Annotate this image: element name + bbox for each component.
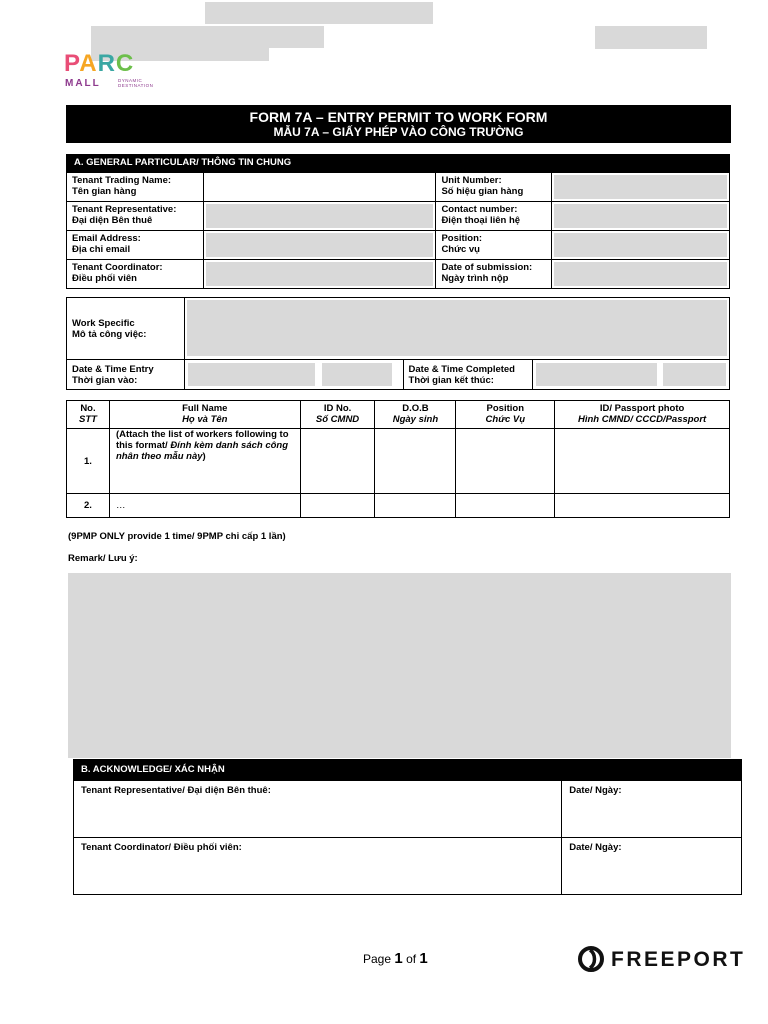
section-b-header: B. ACKNOWLEDGE/ XÁC NHẬN: [74, 760, 742, 781]
freeport-logo: [577, 944, 746, 974]
remark-field[interactable]: [68, 573, 731, 758]
col-header-dob: D.O.B Ngày sinh: [375, 401, 456, 429]
brand-name: FREEPORT: [611, 948, 746, 971]
contact-number-field[interactable]: [552, 202, 730, 231]
completed-time-field[interactable]: [660, 360, 730, 390]
tenant-representative-date-field[interactable]: Date/ Ngày:: [562, 781, 742, 838]
work-specific-table: [66, 297, 730, 390]
col-header-photo: ID/ Passport photo Hình CMND/ CCCD/Passport: [555, 401, 730, 429]
col-header-id-no: ID No. Số CMND: [300, 401, 375, 429]
freeport-mark-icon: [577, 944, 607, 974]
worker-name-cell[interactable]: …: [109, 494, 300, 518]
worker-id-cell[interactable]: [300, 494, 375, 518]
form-title-bar: [66, 105, 731, 143]
date-of-submission-label: Date of submission: Ngày trình nộp: [436, 260, 552, 289]
row-number: 1.: [67, 429, 110, 494]
acknowledge-table: [73, 759, 742, 895]
position-label: Position: Chức vụ: [436, 231, 552, 260]
worker-dob-cell[interactable]: [375, 429, 456, 494]
parc-mall-logo: [64, 52, 164, 92]
redacted-block: [205, 2, 433, 24]
tenant-trading-name-field[interactable]: [203, 173, 436, 202]
tenant-coordinator-field[interactable]: [203, 260, 436, 289]
entry-time-field[interactable]: [318, 360, 403, 390]
workers-table: [66, 400, 730, 518]
tenant-coordinator-label: Tenant Coordinator: Điều phối viên: [67, 260, 204, 289]
tenant-coordinator-sign-field[interactable]: Tenant Coordinator/ Điều phối viên:: [74, 838, 562, 895]
col-header-full-name: Full Name Họ và Tên: [109, 401, 300, 429]
date-of-submission-field[interactable]: [552, 260, 730, 289]
worker-position-cell[interactable]: [456, 494, 555, 518]
position-field[interactable]: [552, 231, 730, 260]
logo-wordmark: PARC: [64, 50, 135, 77]
ppe-note: (9PMP ONLY provide 1 time/ 9PMP chỉ cấp 1 lần): [68, 531, 286, 542]
section-a-header: A. GENERAL PARTICULAR/ THÔNG TIN CHUNG: [67, 155, 730, 173]
tenant-representative-label: Tenant Representative: Đại diện Bên thuê: [67, 202, 204, 231]
completed-time-label: Date & Time Completed Thời gian kết thúc:: [403, 360, 533, 390]
unit-number-field[interactable]: [552, 173, 730, 202]
logo-tagline: DYNAMIC DESTINATION: [118, 78, 154, 88]
unit-number-label: Unit Number: Số hiệu gian hàng: [436, 173, 552, 202]
tenant-representative-field[interactable]: [203, 202, 436, 231]
worker-position-cell[interactable]: [456, 429, 555, 494]
worker-name-cell[interactable]: (Attach the list of workers following to this format/ Đính kèm danh sách công nhân theo mẫu này): [109, 429, 300, 494]
worker-photo-cell[interactable]: [555, 429, 730, 494]
col-header-position: Position Chức Vụ: [456, 401, 555, 429]
worker-dob-cell[interactable]: [375, 494, 456, 518]
page-number: Page 1 of 1: [363, 950, 428, 967]
email-address-field[interactable]: [203, 231, 436, 260]
form-title: FORM 7A – ENTRY PERMIT TO WORK FORM: [249, 109, 548, 125]
table-row: [67, 429, 730, 494]
tenant-representative-sign-field[interactable]: Tenant Representative/ Đại diện Bên thuê:: [74, 781, 562, 838]
contact-number-label: Contact number: Điện thoại liên hệ: [436, 202, 552, 231]
col-header-no: No. STT: [67, 401, 110, 429]
worker-id-cell[interactable]: [300, 429, 375, 494]
table-row: [67, 494, 730, 518]
entry-date-field[interactable]: [184, 360, 318, 390]
row-number: 2.: [67, 494, 110, 518]
completed-date-field[interactable]: [533, 360, 660, 390]
tenant-coordinator-date-field[interactable]: Date/ Ngày:: [562, 838, 742, 895]
entry-time-label: Date & Time Entry Thời gian vào:: [67, 360, 185, 390]
form-subtitle: MẪU 7A – GIẤY PHÉP VÀO CÔNG TRƯỜNG: [273, 125, 524, 139]
work-specific-field[interactable]: [184, 298, 729, 360]
remark-label: Remark/ Lưu ý:: [68, 553, 138, 564]
redacted-block: [91, 26, 324, 48]
worker-photo-cell[interactable]: [555, 494, 730, 518]
redacted-block: [595, 26, 707, 49]
email-address-label: Email Address: Địa chỉ email: [67, 231, 204, 260]
general-particular-table: [66, 154, 730, 289]
tenant-trading-name-label: Tenant Trading Name: Tên gian hàng: [67, 173, 204, 202]
work-specific-label: Work Specific Mô tả công việc:: [67, 298, 185, 360]
logo-sub: MALL: [65, 78, 101, 89]
workers-header-row: [67, 401, 730, 429]
